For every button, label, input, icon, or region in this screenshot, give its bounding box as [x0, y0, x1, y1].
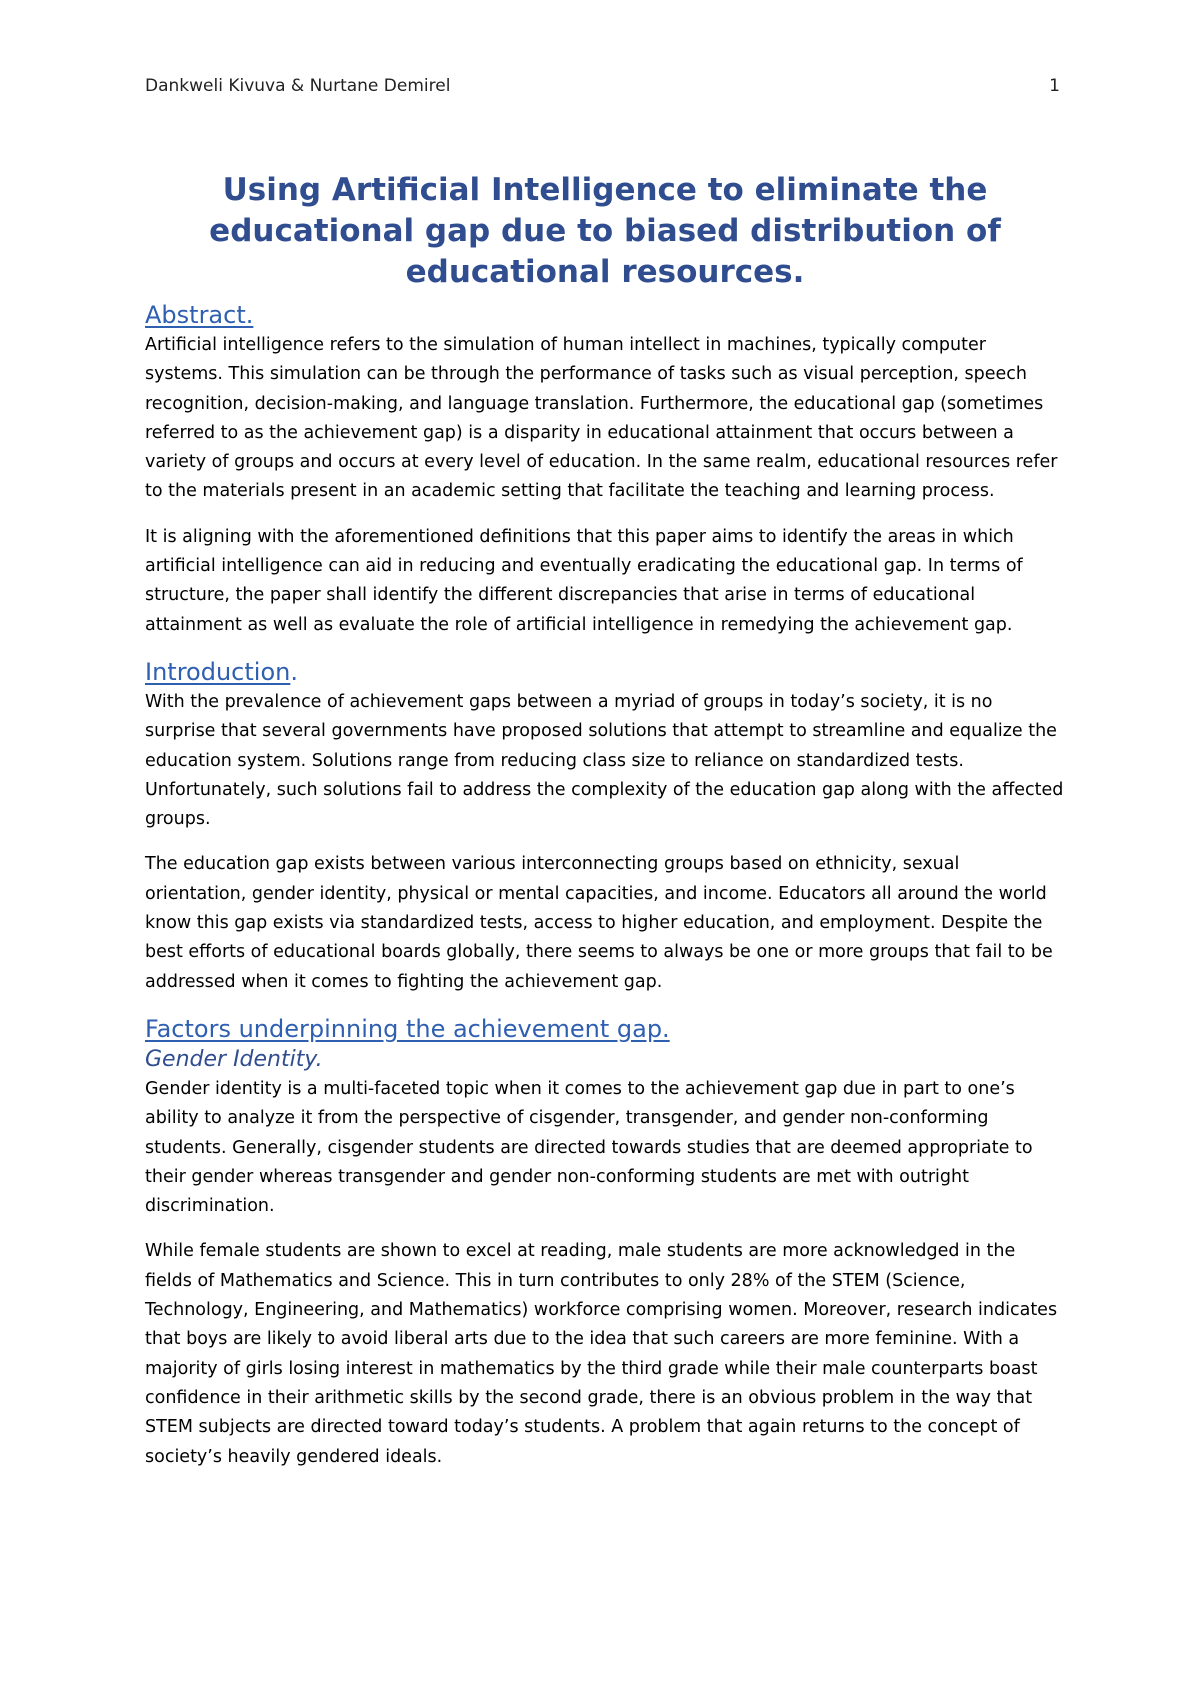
gender-identity-heading: Gender Identity. — [145, 1046, 323, 1072]
abstract-heading: Abstract. — [145, 301, 254, 329]
title-line-2: educational gap due to biased distribution of — [209, 213, 1001, 249]
paper-title — [145, 170, 1065, 293]
gender-identity-paragraph-1: Gender identity is a multi-faceted topic when it comes to the achievement gap due in part to one’s ability to analyze it from the perspective of cisgender, transgender, and gender non-conforming students. Generally, cisgender students are directed towards studies that are deemed appropriate to their gender whereas transgender and gender non-conforming students are met with outright discrimination. — [145, 1078, 1033, 1217]
introduction-heading: Introduction. — [145, 657, 298, 686]
page-number: 1 — [1049, 76, 1060, 96]
abstract-paragraph-1: Artificial intelligence refers to the simulation of human intellect in machines, typically computer systems. This simulation can be through the performance of tasks such as visual perception, speech recognition, decision-making, and language translation. Furthermore, the educational gap (sometimes referred to as the achievement gap) is a disparity in educational attainment that occurs between a variety of groups and occurs at every level of education. In the same realm, educational resources refer to the materials present in an academic setting that facilitate the teaching and learning process. — [145, 335, 1058, 502]
gender-identity-paragraph-2: While female students are shown to excel at reading, male students are more acknowledged in the fields of Mathematics and Science. This in turn contributes to only 28% of the STEM (Science, Technology, Engineering, and Mathematics) workforce comprising women. Moreover, research indicates that boys are likely to avoid liberal arts due to the idea that such careers are more feminine. With a majority of girls losing interest in mathematics by the third grade while their male counterparts boast confidence in their arithmetic skills by the second grade, there is an obvious problem in the way that STEM subjects are directed toward today’s students. A problem that again returns to the concept of society’s heavily gendered ideals. — [145, 1241, 1058, 1467]
title-line-1: Using Artificial Intelligence to eliminate the — [222, 172, 988, 208]
introduction-heading-period: . — [290, 657, 298, 686]
introduction-paragraph-2: The education gap exists between various interconnecting groups based on ethnicity, sexual orientation, gender identity, physical or mental capacities, and income. Educators all around the world know this gap exists via standardized tests, access to higher education, and employment. Despite the best efforts of educational boards globally, there seems to always be one or more groups that fail to be addressed when it comes to fighting the achievement gap. — [145, 854, 1053, 992]
factors-heading: Factors underpinning the achievement gap. — [145, 1014, 670, 1043]
header-authors: Dankweli Kivuva & Nurtane Demirel — [145, 76, 451, 96]
abstract-paragraph-2: It is aligning with the aforementioned definitions that this paper aims to identify the areas in which artificial intelligence can aid in reducing and eventually eradicating the educational gap. In terms of structure, the paper shall identify the different discrepancies that arise in terms of educational attainment as well as evaluate the role of artificial intelligence in remedying the achievement gap. — [145, 526, 1023, 635]
document-body — [145, 170, 1065, 1488]
title-line-3: educational resources. — [405, 254, 805, 290]
introduction-paragraph-1: With the prevalence of achievement gaps between a myriad of groups in today’s society, it is no surprise that several governments have proposed solutions that attempt to streamline and equalize the education system. Solutions range from reducing class size to reliance on standardized tests. Unfortunately, such solutions fail to address the complexity of the education gap along with the affected groups. — [145, 691, 1064, 830]
